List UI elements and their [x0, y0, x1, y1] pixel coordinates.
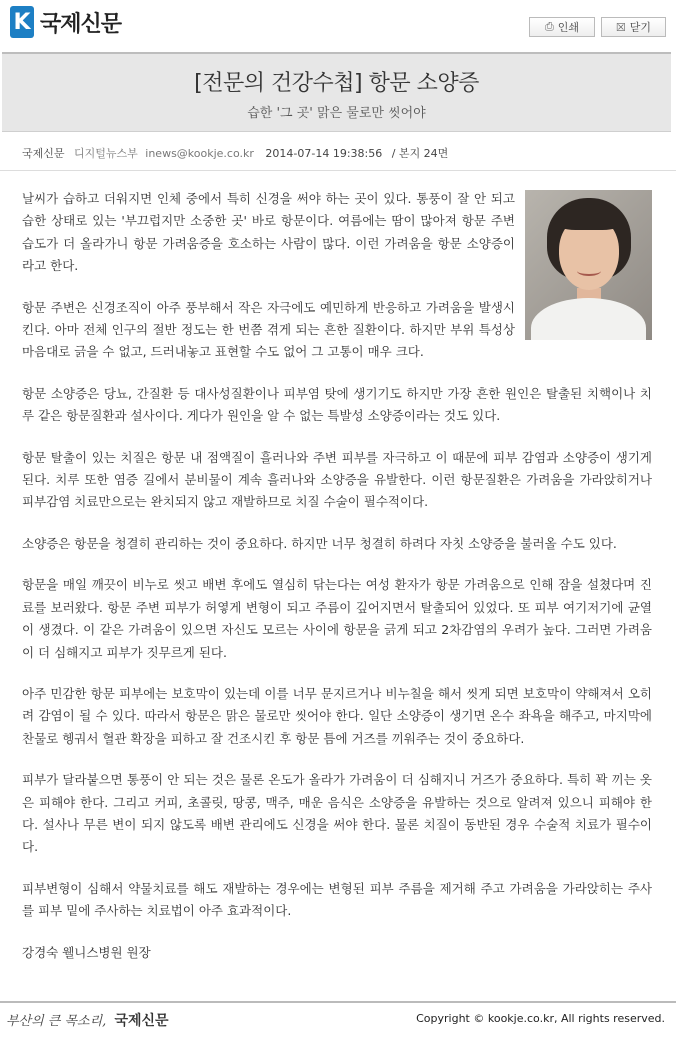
- paragraph: 항문 탈출이 있는 치질은 항문 내 점액질이 흘러나와 주변 피부를 자극하고 이 때문에 피부 감염과 소양증이 생기게 된다. 치루 또한 염증 길에서 분비물이 계속 흘러나와 소양증을 유발한다. 이런 항문질환은 가려움을 가라앉히거나 피부감염 치료만으로는 완치되지 않고 재발하므로 치질 수술이 필수적이다.: [22, 449, 652, 510]
- printer-icon: ⎙: [544, 20, 554, 33]
- paragraph: 아주 민감한 항문 피부에는 보호막이 있는데 이를 너무 문지르거나 비누칠을 해서 씻게 되면 보호막이 약해져서 오히려 감염이 될 수 있다. 따라서 항문은 맑은 물로만 씻어야 한다. 일단 소양증이 생기면 온수 좌욕을 해주고, 마지막에 찬물로 헹궈서 혈관 확장을 피하고 잘 건조시킨 후 항문 틈에 거즈를 끼워주는 것이 중요하다.: [22, 685, 652, 746]
- print-button[interactable]: [529, 17, 595, 37]
- paragraph: 피부변형이 심해서 약물치료를 해도 재발하는 경우에는 변형된 피부 주름을 제거해 주고 가려움을 가라앉히는 주사를 피부 밑에 주사하는 치료법이 아주 효과적이다.: [22, 880, 652, 919]
- paragraph: 항문 주변은 신경조직이 아주 풍부해서 작은 자극에도 예민하게 반응하고 가려움을 발생시킨다. 아마 전체 인구의 절반 정도는 한 번쯤 겪게 되는 흔한 질환이다. 하지만 부위 특성상 마음대로 긁을 수 없고, 드러내놓고 표현할 수도 없어 그 고통이 매우 크다.: [22, 299, 515, 360]
- paragraph: 항문을 매일 깨끗이 비누로 씻고 배변 후에도 열심히 닦는다는 여성 환자가 항문 가려움으로 인해 잠을 설쳤다며 진료를 보러왔다. 항문 주변 피부가 허옇게 변형이 되고 주름이 깊어지면서 탈출되어 있었다. 또 피부 여기저기에 균열이 생겼다. 이 같은 가려움이 있으면 자신도 모르는 사이에 항문을 긁게 되고 2차감염의 우려가 높다. 그러면 가려움이 더 심해지고 피부가 짓무르게 된다.: [22, 577, 652, 660]
- print-label: 인쇄: [557, 21, 580, 34]
- reporter-email[interactable]: inews@kookje.co.kr: [145, 147, 254, 160]
- close-icon: ☒: [615, 20, 626, 34]
- author-byline: 강경숙 웰니스병원 원장: [22, 944, 151, 960]
- source-name: 국제신문: [22, 147, 65, 160]
- copyright-text: Copyright © kookje.co.kr, All rights reserved.: [416, 1012, 665, 1025]
- close-label: 닫기: [629, 21, 652, 34]
- paragraph: 소양증은 항문을 청결히 관리하는 것이 중요하다. 하지만 너무 청결히 하려다 자칫 소양증을 불러올 수도 있다.: [22, 535, 617, 551]
- article-header: [2, 52, 671, 132]
- footer-brand-name: 국제신문: [114, 1013, 169, 1029]
- publish-datetime: 2014-07-14 19:38:56: [265, 147, 383, 160]
- site-logo[interactable]: [10, 6, 121, 38]
- department: 디지털뉴스부: [74, 147, 138, 160]
- footer-slogan: 부산의 큰 목소리,: [6, 1014, 107, 1029]
- print-page: / 본지 24면: [391, 147, 449, 160]
- paragraph: 피부가 달라붙으면 통풍이 안 되는 것은 물론 온도가 올라가 가려움이 더 심해지니 거즈가 중요하다. 특히 꽉 끼는 옷은 피해야 한다. 그리고 커피, 초콜릿, 땅콩, 맥주, 매운 음식은 소양증을 유발하는 것으로 알려져 있으니 피해야 한다. 설사나 무른 변이 되지 않도록 배변 관리에도 신경을 써야 한다. 물론 치질이 동반된 경우 수술적 치료가 필수이다.: [22, 772, 652, 855]
- article-subtitle: 습한 '그 곳' 맑은 물로만 씻어야: [247, 106, 426, 121]
- paragraph: 날씨가 습하고 더워지면 인체 중에서 특히 신경을 써야 하는 곳이 있다. 통풍이 잘 안 되고 습한 상태로 있는 '부끄럽지만 소중한 곳' 바로 항문이다. 여름에는 땀이 많아져 항문 주변 습도가 더 올라가니 항문 가려움증을 호소하는 사람이 많다. 이런 가려움을 항문 소양증이라고 한다.: [22, 191, 515, 274]
- paragraph: 항문 소양증은 당뇨, 간질환 등 대사성질환이나 피부염 탓에 생기기도 하지만 가장 흔한 원인은 탈출된 치핵이나 치루 같은 항문질환과 설사이다. 게다가 원인을 알 수 없는 특발성 소양증이라는 것도 있다.: [22, 385, 652, 424]
- footer-divider: [0, 1001, 676, 1003]
- top-bar: [0, 0, 676, 48]
- article-meta: [22, 145, 448, 161]
- close-button[interactable]: [601, 17, 666, 37]
- logo-text: 국제신문: [40, 11, 122, 37]
- divider: [0, 170, 676, 171]
- logo-mark: K: [10, 6, 34, 38]
- article-body: [22, 188, 652, 983]
- author-photo: [525, 190, 652, 340]
- footer-brand: [6, 1010, 169, 1030]
- article-title: [전문의 건강수첩] 항문 소양증: [194, 71, 479, 96]
